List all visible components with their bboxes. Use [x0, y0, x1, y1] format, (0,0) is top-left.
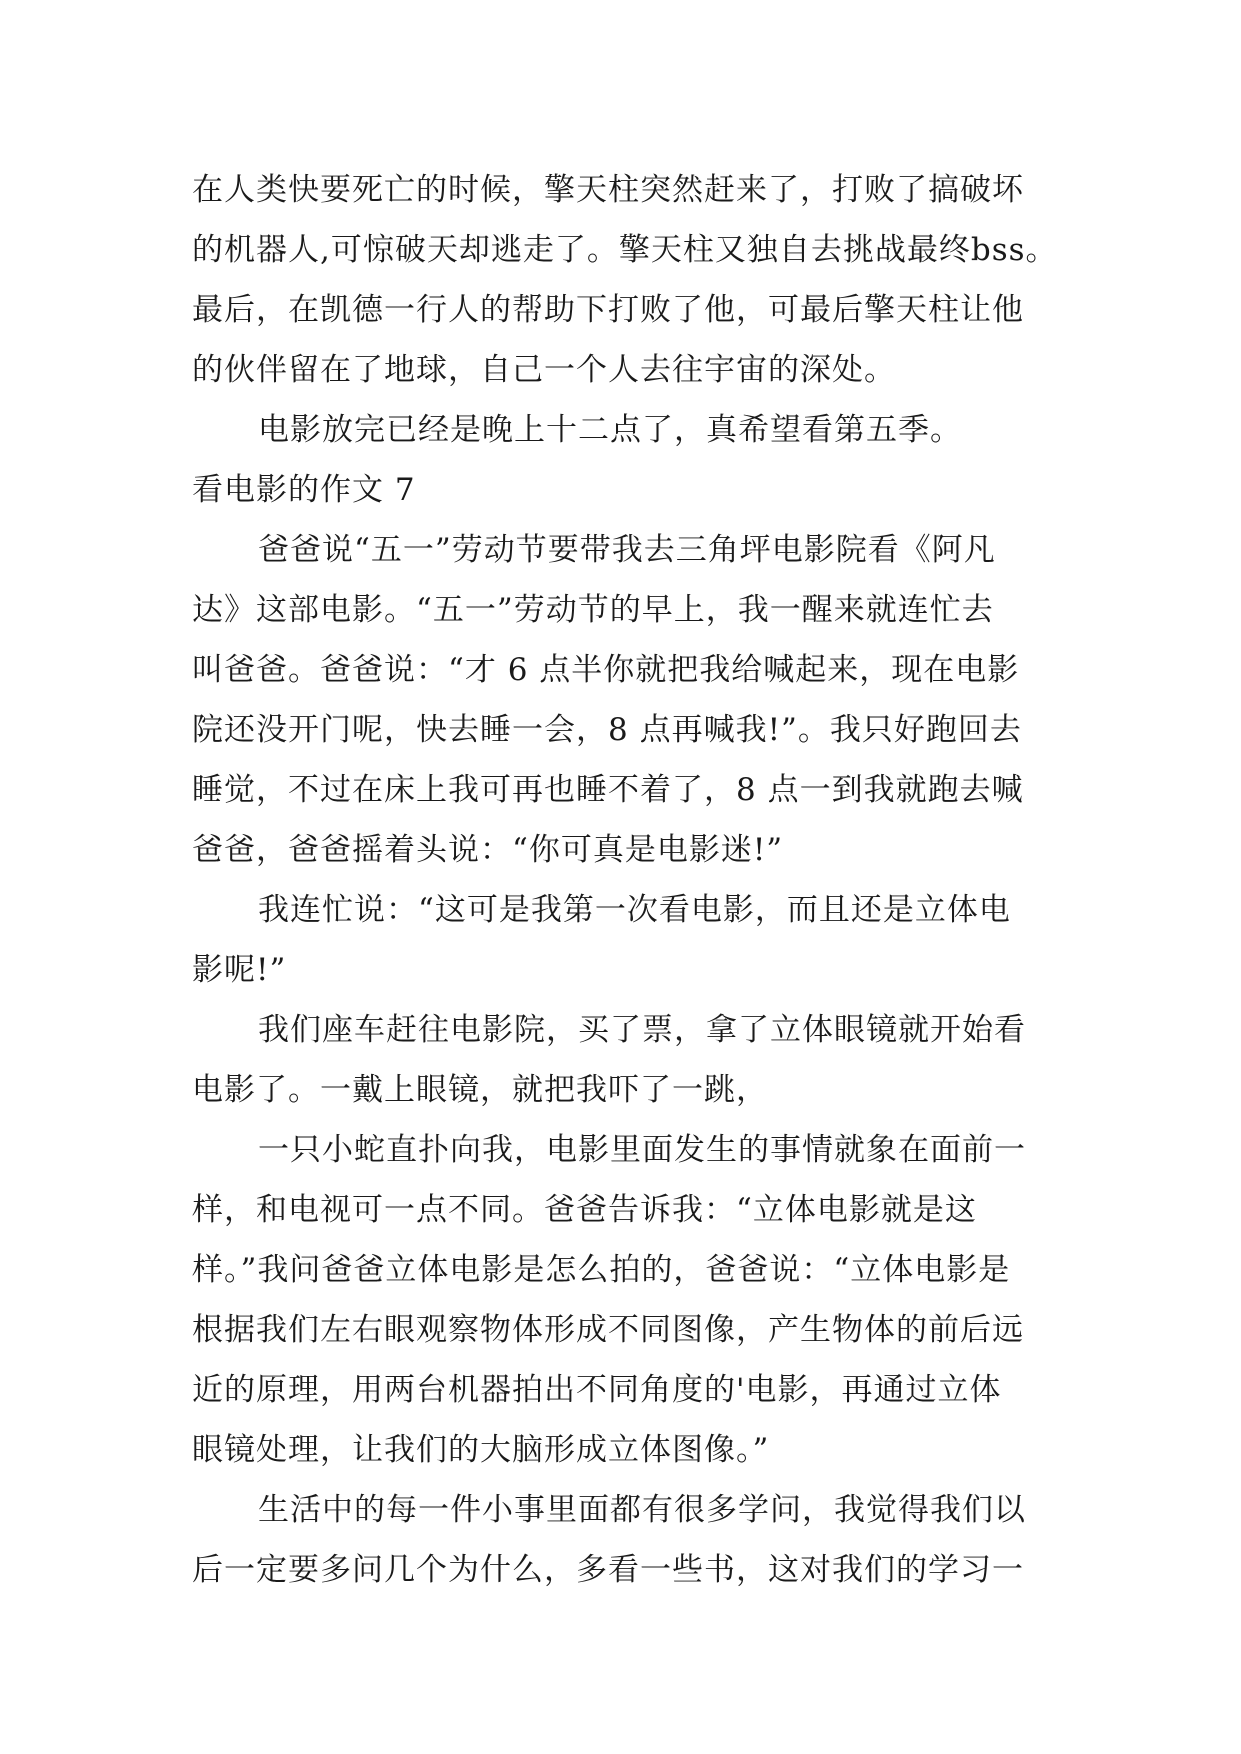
text-line: 达》这部电影。“五一”劳动节的早上，我一醒来就连忙去 — [192, 592, 994, 628]
text-line: 最后，在凯德一行人的帮助下打败了他，可最后擎天柱让他 — [192, 292, 1024, 328]
text-line: 样，和电视可一点不同。爸爸告诉我：“立体电影就是这 — [192, 1192, 977, 1228]
section-heading: 看电影的作文 7 — [192, 472, 416, 508]
text-line: 的机器人,可惊破天却逃走了。擎天柱又独自去挑战最终bss。 — [192, 232, 1058, 268]
text-line: 爸爸，爸爸摇着头说：“你可真是电影迷!” — [192, 832, 784, 868]
text-line: 我们座车赶往电影院，买了票，拿了立体眼镜就开始看 — [258, 1012, 1026, 1048]
text-line: 的伙伴留在了地球，自己一个人去往宇宙的深处。 — [192, 352, 896, 388]
text-line: 爸爸说“五一”劳动节要带我去三角坪电影院看《阿凡 — [258, 532, 996, 568]
text-line: 在人类快要死亡的时候，擎天柱突然赶来了，打败了搞破坏 — [192, 172, 1024, 208]
text-line: 影呢!” — [192, 952, 287, 988]
text-line: 根据我们左右眼观察物体形成不同图像，产生物体的前后远 — [192, 1312, 1024, 1348]
text-line: 后一定要多问几个为什么，多看一些书，这对我们的学习一 — [192, 1552, 1024, 1588]
text-line: 叫爸爸。爸爸说：“才 6 点半你就把我给喊起来，现在电影 — [192, 652, 1020, 688]
text-line: 样。”我问爸爸立体电影是怎么拍的，爸爸说：“立体电影是 — [192, 1252, 1011, 1288]
text-line: 睡觉，不过在床上我可再也睡不着了，8 点一到我就跑去喊 — [192, 772, 1024, 808]
text-line: 我连忙说：“这可是我第一次看电影，而且还是立体电 — [258, 892, 1011, 928]
essay-body — [192, 160, 1092, 1600]
text-line: 生活中的每一件小事里面都有很多学问，我觉得我们以 — [258, 1492, 1026, 1528]
text-line: 眼镜处理，让我们的大脑形成立体图像。” — [192, 1432, 770, 1468]
text-line: 院还没开门呢，快去睡一会，8 点再喊我!”。我只好跑回去 — [192, 712, 1022, 748]
text-line: 电影放完已经是晚上十二点了，真希望看第五季。 — [258, 412, 962, 448]
text-line: 一只小蛇直扑向我，电影里面发生的事情就象在面前一 — [258, 1132, 1026, 1168]
text-line: 近的原理，用两台机器拍出不同角度的'电影，再通过立体 — [192, 1372, 1002, 1408]
text-line: 电影了。一戴上眼镜，就把我吓了一跳， — [192, 1072, 768, 1108]
